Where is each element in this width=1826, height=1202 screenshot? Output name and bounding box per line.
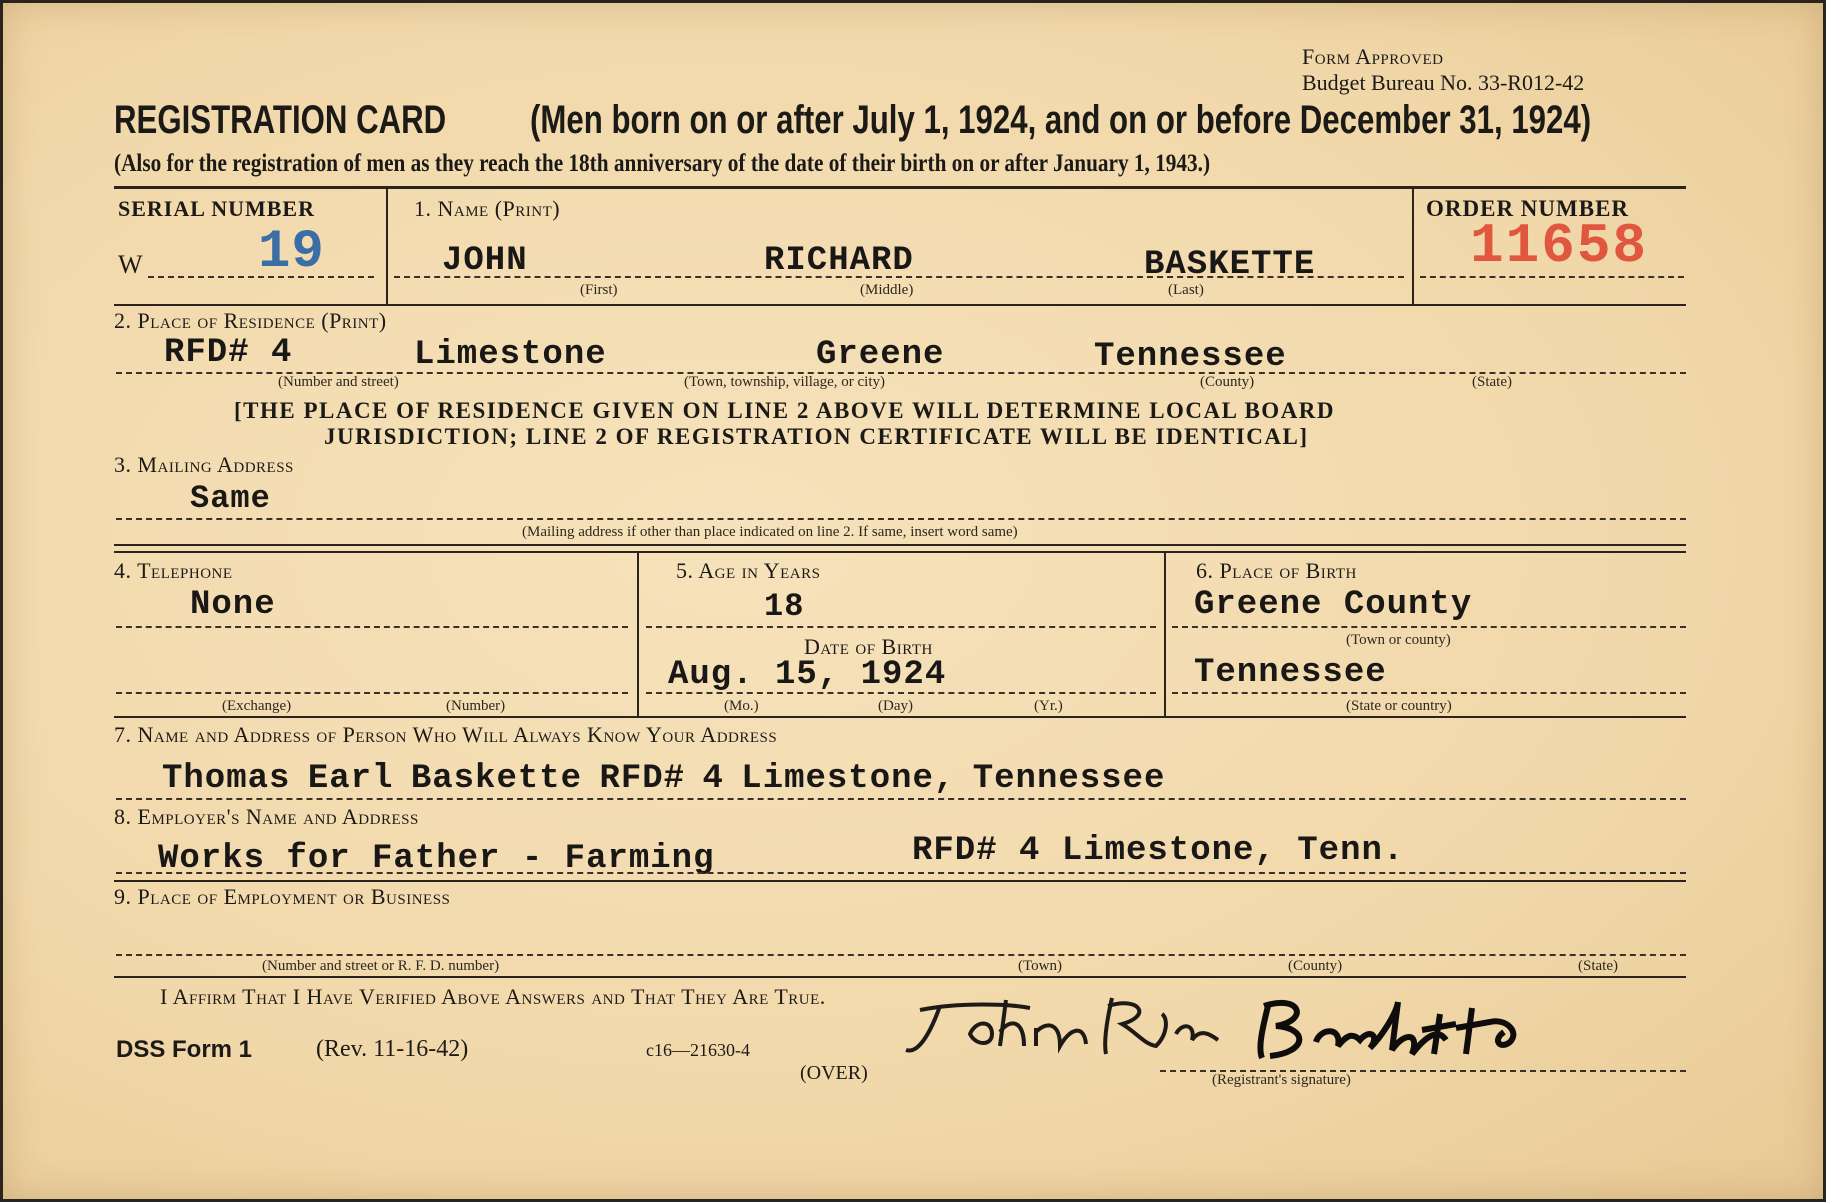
- divider: [1164, 553, 1166, 717]
- residence-notice-line2: JURISDICTION; LINE 2 OF REGISTRATION CERTIFICATE WILL BE IDENTICAL]: [324, 424, 1309, 449]
- last-caption: (Last): [1168, 282, 1204, 298]
- first-name: JOHN: [442, 242, 528, 280]
- birthplace-town: Greene County: [1194, 586, 1473, 624]
- telephone-number-line: [116, 692, 628, 694]
- budget-bureau-number: Budget Bureau No. 33-R012-42: [1302, 70, 1585, 95]
- dob-label: Date of Birth: [804, 634, 933, 659]
- signature: [900, 984, 1710, 1074]
- dob-value: Aug. 15, 1924: [668, 656, 947, 694]
- row-rule: [114, 716, 1686, 718]
- mailing-value: Same: [190, 480, 271, 517]
- order-number-value: 11658: [1470, 214, 1649, 278]
- divider: [386, 188, 388, 306]
- telephone-value: None: [190, 586, 276, 624]
- print-code: c16—21630-4: [646, 1040, 750, 1060]
- employer-name: Works for Father - Farming: [158, 840, 715, 878]
- serial-number-value: 19: [258, 222, 325, 283]
- employment-state-caption: (State): [1578, 958, 1618, 974]
- employment-line: [116, 954, 1686, 956]
- employment-county-caption: (County): [1288, 958, 1343, 974]
- residence-notice-line1: [THE PLACE OF RESIDENCE GIVEN ON LINE 2 ABOVE WILL DETERMINE LOCAL BOARD: [234, 398, 1336, 423]
- employment-label: 9. Place of Employment or Business: [114, 884, 451, 909]
- employer-line: [116, 872, 1686, 874]
- employer-address: RFD# 4 Limestone, Tenn.: [912, 832, 1405, 870]
- row-rule: [114, 304, 1686, 306]
- order-line: [1420, 276, 1684, 278]
- over-marker: (OVER): [800, 1062, 868, 1084]
- form-revision: (Rev. 11-16-42): [316, 1036, 469, 1062]
- birthplace-label: 6. Place of Birth: [1196, 558, 1357, 583]
- age-value: 18: [764, 588, 805, 625]
- employer-label: 8. Employer's Name and Address: [114, 804, 419, 829]
- exchange-caption: (Exchange): [222, 698, 292, 714]
- name-label: 1. Name (Print): [414, 196, 561, 221]
- signature-caption: (Registrant's signature): [1212, 1072, 1351, 1088]
- mailing-caption: (Mailing address if other than place indicated on line 2. If same, insert word same): [522, 524, 1018, 540]
- year-caption: (Yr.): [1034, 698, 1063, 714]
- affirmation-text: I Affirm That I Have Verified Above Answers and That They Are True.: [160, 984, 826, 1009]
- row-rule: [114, 880, 1686, 882]
- birthplace-town-line: [1172, 626, 1686, 628]
- divider: [637, 553, 639, 717]
- birthplace-state-line: [1172, 692, 1686, 694]
- serial-number-label: SERIAL NUMBER: [118, 196, 315, 221]
- mailing-label: 3. Mailing Address: [114, 452, 294, 477]
- number-caption: (Number): [446, 698, 506, 714]
- form-approved: Form Approved: [1302, 44, 1444, 69]
- residence-label: 2. Place of Residence (Print): [114, 308, 387, 333]
- telephone-label: 4. Telephone: [114, 558, 233, 583]
- card-title-paren: (Men born on or after July 1, 1924, and on or before December 31, 1924): [530, 98, 1592, 142]
- residence-street: RFD# 4: [164, 334, 293, 372]
- day-caption: (Day): [878, 698, 913, 714]
- row-rule: [114, 544, 1686, 546]
- residence-state: Tennessee: [1094, 338, 1287, 376]
- contact-value: Thomas Earl Baskette RFD# 4 Limestone, Tennessee: [162, 760, 1166, 798]
- street-caption: (Number and street): [278, 374, 399, 390]
- row-rule: [114, 976, 1686, 978]
- row-rule: [114, 551, 1686, 553]
- county-caption: (County): [1200, 374, 1255, 390]
- last-name: BASKETTE: [1144, 246, 1316, 284]
- middle-name: RICHARD: [764, 242, 914, 280]
- first-caption: (First): [580, 282, 618, 298]
- card-title: REGISTRATION CARD: [114, 98, 447, 142]
- state-caption: (State): [1472, 374, 1512, 390]
- month-caption: (Mo.): [724, 698, 759, 714]
- town-caption: (Town, township, village, or city): [684, 374, 885, 390]
- birthplace-town-caption: (Town or county): [1346, 632, 1451, 648]
- contact-line: [116, 798, 1686, 800]
- residence-town: Limestone: [414, 336, 607, 374]
- middle-caption: (Middle): [860, 282, 914, 298]
- form-number: DSS Form 1: [116, 1036, 253, 1063]
- telephone-line: [116, 626, 628, 628]
- mailing-line: [116, 518, 1686, 520]
- card-subtitle: (Also for the registration of men as they reach the 18th anniversary of the date of their birth on or after January 1, 1943.): [114, 150, 1211, 177]
- name-line: [394, 276, 1404, 278]
- age-line: [646, 626, 1156, 628]
- birthplace-state: Tennessee: [1194, 654, 1387, 692]
- order-number-label: ORDER NUMBER: [1426, 196, 1630, 221]
- residence-county: Greene: [816, 336, 945, 374]
- employment-street-caption: (Number and street or R. F. D. number): [262, 958, 500, 974]
- divider: [1412, 188, 1414, 306]
- dob-line: [646, 692, 1156, 694]
- age-label: 5. Age in Years: [676, 558, 821, 583]
- birthplace-state-caption: (State or country): [1346, 698, 1452, 714]
- serial-prefix: W: [118, 250, 143, 279]
- contact-label: 7. Name and Address of Person Who Will Always Know Your Address: [114, 722, 778, 747]
- header-rule: [114, 186, 1686, 189]
- employment-town-caption: (Town): [1018, 958, 1062, 974]
